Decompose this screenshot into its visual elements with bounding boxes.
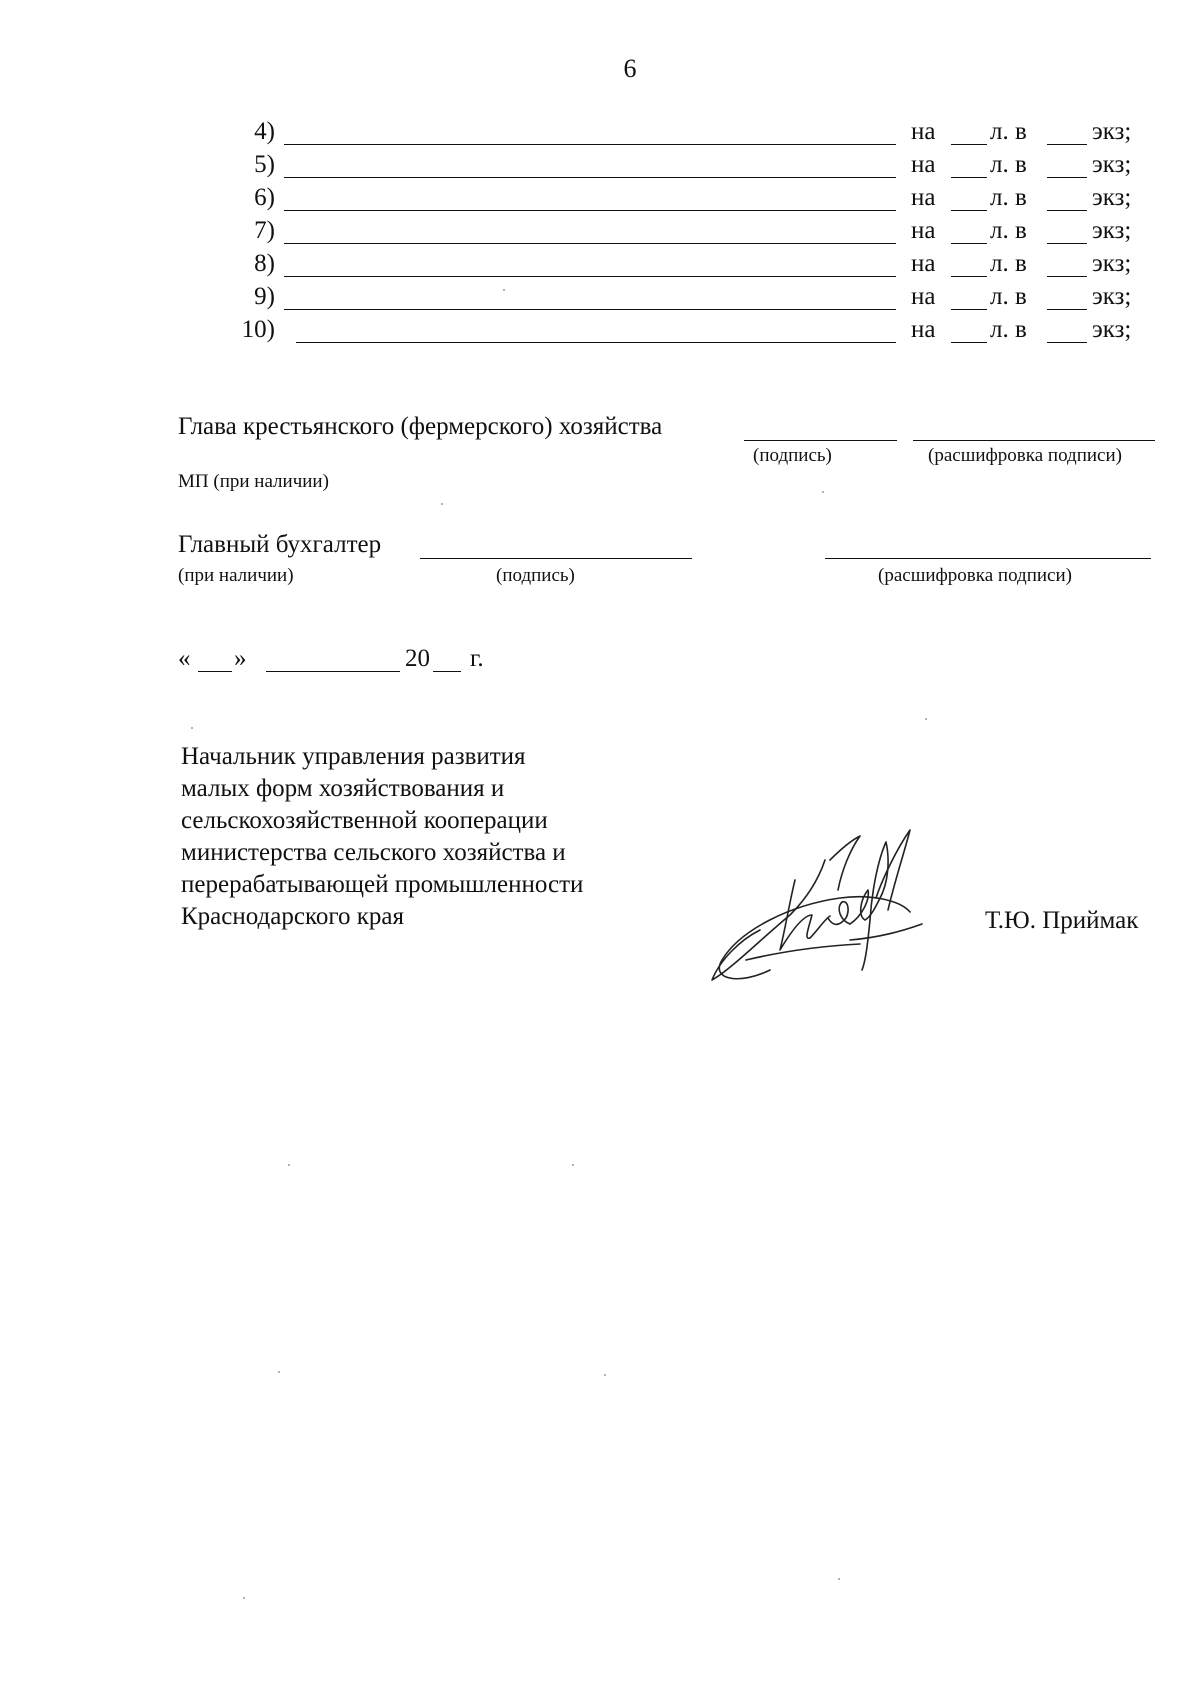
copies-blank: [1047, 177, 1087, 178]
attachment-sheets: л. в: [990, 151, 1027, 178]
handwritten-signature: [700, 820, 930, 990]
attachment-na: на: [911, 316, 936, 343]
attachment-na: на: [911, 118, 936, 145]
scan-speck: [604, 1374, 606, 1376]
attachment-row: [0, 151, 1200, 181]
sheets-blank: [951, 144, 987, 145]
attachment-copies: экз;: [1092, 250, 1132, 277]
attachment-title-line: [284, 144, 896, 145]
date-close-quote: »: [234, 645, 247, 672]
attachment-title-line: [284, 243, 896, 244]
attachment-title-line: [284, 210, 896, 211]
attachment-number: 10): [241, 316, 275, 343]
position-line: сельскохозяйственной кооперации: [181, 807, 548, 834]
attachment-na: на: [911, 217, 936, 244]
scan-speck: [503, 289, 505, 291]
decoding-caption: (расшифровка подписи): [928, 445, 1122, 466]
seal-note: МП (при наличии): [178, 471, 329, 492]
attachment-title-line: [284, 276, 896, 277]
attachment-number: 7): [254, 217, 275, 244]
sheets-blank: [951, 342, 987, 343]
attachment-copies: экз;: [1092, 316, 1132, 343]
signature-caption: (подпись): [496, 565, 575, 586]
sheets-blank: [951, 177, 987, 178]
day-blank: [198, 671, 232, 672]
attachment-number: 8): [254, 250, 275, 277]
copies-blank: [1047, 342, 1087, 343]
scan-speck: [572, 1164, 574, 1166]
attachment-title-line: [284, 177, 896, 178]
head-farm-label: Глава крестьянского (фермерского) хозяйства: [178, 413, 663, 440]
attachment-row: [0, 118, 1200, 148]
copies-blank: [1047, 210, 1087, 211]
scan-speck: [288, 1164, 290, 1166]
attachment-copies: экз;: [1092, 151, 1132, 178]
attachment-row: [0, 283, 1200, 313]
scan-speck: [838, 1578, 840, 1580]
sheets-blank: [951, 309, 987, 310]
attachment-row: [0, 217, 1200, 247]
sheets-blank: [951, 210, 987, 211]
if-any-note: (при наличии): [178, 565, 294, 586]
position-line: Краснодарского края: [181, 903, 404, 930]
position-line: Начальник управления развития: [181, 743, 526, 770]
attachment-copies: экз;: [1092, 184, 1132, 211]
month-blank: [266, 671, 400, 672]
attachment-sheets: л. в: [990, 118, 1027, 145]
signature-caption: (подпись): [753, 445, 832, 466]
page-number: 6: [623, 54, 637, 83]
sheets-blank: [951, 243, 987, 244]
attachment-number: 6): [254, 184, 275, 211]
copies-blank: [1047, 309, 1087, 310]
attachment-number: 5): [254, 151, 275, 178]
attachment-title-line: [296, 342, 896, 343]
attachment-sheets: л. в: [990, 283, 1027, 310]
attachment-na: на: [911, 250, 936, 277]
attachment-number: 9): [254, 283, 275, 310]
position-line: малых форм хозяйствования и: [181, 775, 505, 802]
attachment-copies: экз;: [1092, 283, 1132, 310]
attachment-number: 4): [254, 118, 275, 145]
position-line: министерства сельского хозяйства и: [181, 839, 566, 866]
signature-line: [744, 440, 897, 441]
year-blank: [433, 671, 461, 672]
decoding-caption: (расшифровка подписи): [878, 565, 1072, 586]
year-suffix: г.: [470, 645, 484, 672]
attachment-row: [0, 184, 1200, 214]
attachment-sheets: л. в: [990, 184, 1027, 211]
attachment-na: на: [911, 151, 936, 178]
attachment-na: на: [911, 184, 936, 211]
scan-speck: [243, 1597, 245, 1599]
attachment-title-line: [284, 309, 896, 310]
scan-speck: [191, 727, 193, 729]
copies-blank: [1047, 144, 1087, 145]
scan-speck: [441, 503, 443, 505]
attachment-row: [0, 316, 1200, 346]
scan-speck: [278, 1371, 280, 1373]
attachment-sheets: л. в: [990, 217, 1027, 244]
attachment-sheets: л. в: [990, 316, 1027, 343]
sheets-blank: [951, 276, 987, 277]
decoding-line: [825, 558, 1151, 559]
attachment-sheets: л. в: [990, 250, 1027, 277]
attachment-copies: экз;: [1092, 217, 1132, 244]
copies-blank: [1047, 276, 1087, 277]
chief-accountant-label: Главный бухгалтер: [178, 531, 382, 558]
signatory-position: [181, 741, 583, 933]
scan-speck: [925, 718, 927, 720]
attachment-row: [0, 250, 1200, 280]
decoding-line: [913, 440, 1155, 441]
attachment-na: на: [911, 283, 936, 310]
signature-line: [420, 558, 692, 559]
signatory-name: Т.Ю. Приймак: [985, 907, 1139, 934]
date-open-quote: «: [178, 645, 191, 672]
copies-blank: [1047, 243, 1087, 244]
attachment-copies: экз;: [1092, 118, 1132, 145]
scan-speck: [822, 491, 824, 493]
position-line: перерабатывающей промышленности: [181, 871, 584, 898]
year-prefix: 20: [405, 645, 430, 672]
